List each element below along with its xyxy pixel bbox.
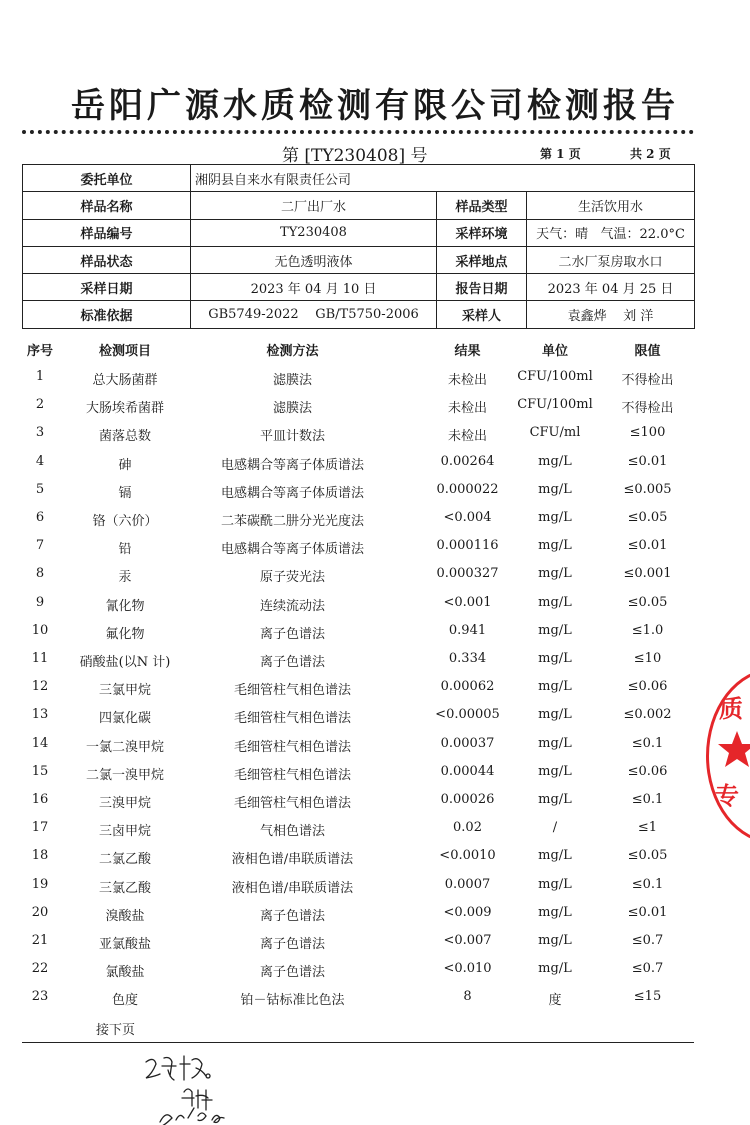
report-date-label: 报告日期 — [437, 274, 527, 301]
cell-unit: mg/L — [538, 622, 572, 638]
cell-result: 0.00037 — [440, 735, 495, 751]
cell-unit: mg/L — [538, 848, 572, 864]
cell-unit: / — [552, 820, 558, 836]
env-value — [527, 219, 695, 246]
client-row — [23, 165, 695, 192]
cell-item: 氰化物 — [105, 598, 145, 614]
seal-char-1: 质 — [719, 695, 743, 723]
cell-result: <0.007 — [443, 933, 492, 948]
cell-no: 2 — [35, 397, 45, 413]
cell-limit: ≤0.05 — [627, 848, 668, 864]
sample-name-value: 二厂出厂水 — [191, 192, 437, 219]
cell-result: <0.004 — [443, 510, 492, 525]
result-row — [0, 954, 750, 982]
cell-unit: mg/L — [538, 763, 572, 779]
cell-result: 0.00044 — [440, 763, 495, 779]
col-limit: 限值 — [634, 344, 661, 359]
state-value: 无色透明液体 — [191, 246, 437, 273]
cell-limit: ≤100 — [629, 425, 666, 441]
cell-unit: mg/L — [538, 538, 572, 554]
cell-result: 0.000022 — [436, 481, 499, 497]
cell-item: 三氯甲烷 — [98, 683, 151, 699]
cell-item: 总大肠菌群 — [92, 373, 158, 388]
cell-item: 三氯乙酸 — [98, 880, 151, 896]
result-row — [0, 475, 750, 503]
bottom-line — [22, 1042, 694, 1043]
cell-limit: ≤0.06 — [627, 679, 668, 695]
sample-no-label: 样品编号 — [23, 219, 191, 246]
result-row — [0, 926, 750, 954]
cell-unit: mg/L — [538, 651, 572, 666]
cell-item: 三卤甲烷 — [98, 824, 151, 840]
cell-limit: ≤0.05 — [627, 594, 668, 610]
cell-item: 氯酸盐 — [105, 965, 145, 981]
cell-unit: mg/L — [538, 510, 572, 525]
env-temp: 气温：22.0°C — [600, 227, 685, 243]
cell-item: 色度 — [111, 993, 138, 1009]
sample-name-label: 样品名称 — [23, 192, 191, 219]
col-item: 检测项目 — [98, 344, 151, 359]
cell-limit: ≤0.001 — [623, 566, 672, 582]
seal-char-2: 专 — [715, 782, 739, 810]
cell-no: 21 — [31, 933, 49, 948]
cell-method: 毛细管柱气相色谱法 — [233, 739, 351, 755]
cell-limit: 不得检出 — [621, 373, 674, 388]
cell-result: 0.00026 — [440, 792, 495, 807]
cell-unit: CFU/100ml — [517, 397, 593, 413]
standard-value: GB5749-2022 GB/T5750-2006 — [191, 301, 437, 328]
cell-unit: mg/L — [538, 735, 572, 751]
cell-method: 二苯碳酰二肼分光光度法 — [220, 514, 364, 529]
cell-result: 0.02 — [453, 820, 482, 836]
cell-limit: ≤0.01 — [627, 904, 668, 920]
env-weather: 天气：晴 — [536, 227, 589, 243]
cell-unit: mg/L — [538, 904, 572, 920]
cell-method: 毛细管柱气相色谱法 — [233, 683, 351, 699]
client-value: 湘阴县自来水有限责任公司 — [191, 165, 695, 192]
cell-method: 离子色谱法 — [259, 965, 325, 981]
cell-method: 铂－钴标准比色法 — [240, 993, 345, 1009]
result-row — [0, 559, 750, 587]
cell-item: 一氯二溴甲烷 — [85, 739, 164, 755]
cell-no: 14 — [31, 735, 49, 751]
cell-no: 15 — [31, 763, 49, 779]
cell-no: 16 — [31, 792, 49, 807]
cell-no: 11 — [31, 651, 49, 666]
result-row — [0, 531, 750, 559]
cell-no: 13 — [31, 707, 49, 723]
results-header — [0, 340, 750, 359]
cell-limit: ≤1 — [637, 820, 658, 836]
cell-limit: ≤0.01 — [627, 453, 668, 469]
cell-item: 大肠埃希菌群 — [85, 401, 164, 417]
date-value: 2023 年 04 月 10 日 — [191, 274, 437, 301]
cell-result: 未检出 — [447, 373, 487, 388]
cell-result: <0.0010 — [439, 848, 496, 864]
sample-info-table — [22, 164, 695, 329]
cell-method: 离子色谱法 — [259, 626, 325, 642]
cell-limit: ≤0.05 — [627, 510, 668, 525]
cell-method: 电感耦合等离子体质谱法 — [220, 457, 364, 473]
sampler-label: 采样人 — [437, 301, 527, 328]
cell-method: 滤膜法 — [272, 373, 312, 388]
cell-unit: mg/L — [538, 481, 572, 497]
cell-limit: ≤10 — [633, 651, 662, 666]
state-row — [23, 246, 695, 273]
report-date-value: 2023 年 04 月 25 日 — [527, 274, 695, 301]
result-row — [0, 503, 750, 531]
cell-method: 电感耦合等离子体质谱法 — [220, 542, 364, 558]
cell-unit: CFU/ml — [529, 425, 581, 441]
standard-row — [23, 301, 695, 328]
page-total: 共 2 页 — [630, 147, 671, 161]
site-label: 采样地点 — [437, 246, 527, 273]
result-row — [0, 644, 750, 672]
cell-item: 二氯一溴甲烷 — [85, 767, 164, 783]
result-row — [0, 785, 750, 813]
cell-unit: mg/L — [538, 876, 572, 892]
cell-unit: mg/L — [538, 792, 572, 807]
site-value: 二水厂泵房取水口 — [527, 246, 695, 273]
continued-note: 接下页 — [96, 1023, 136, 1038]
cell-limit: 不得检出 — [621, 401, 674, 417]
cell-result: 0.0007 — [444, 876, 491, 892]
cell-no: 6 — [35, 510, 45, 525]
cell-unit: mg/L — [538, 933, 572, 948]
cell-unit: mg/L — [538, 594, 572, 610]
sample-no-row — [23, 219, 695, 246]
cell-no: 5 — [35, 481, 45, 497]
cell-method: 电感耦合等离子体质谱法 — [220, 485, 364, 501]
result-row — [0, 757, 750, 785]
client-label: 委托单位 — [23, 165, 191, 192]
sampler-value: 袁鑫烨 刘 洋 — [527, 301, 695, 328]
result-row — [0, 362, 750, 390]
result-row — [0, 700, 750, 728]
result-row — [0, 616, 750, 644]
cell-unit: mg/L — [538, 961, 572, 977]
cell-result: 0.941 — [448, 622, 487, 638]
report-title: 岳阳广源水质检测有限公司检测报告 — [71, 86, 679, 126]
cell-no: 20 — [31, 904, 49, 920]
result-row — [0, 588, 750, 616]
cell-result: <0.009 — [443, 904, 492, 920]
cell-result: 0.00264 — [440, 453, 495, 469]
cell-method: 离子色谱法 — [259, 908, 325, 924]
cell-item: 溴酸盐 — [105, 908, 145, 924]
col-no: 序号 — [26, 344, 53, 359]
cell-method: 气相色谱法 — [259, 824, 325, 840]
standard-label: 标准依据 — [23, 301, 191, 328]
handwritten-signature — [140, 1050, 280, 1125]
document-number: 第 [TY230408] 号 — [282, 146, 428, 166]
cell-no: 22 — [31, 961, 49, 977]
cell-item: 氟化物 — [105, 626, 145, 642]
result-row — [0, 729, 750, 757]
result-row — [0, 447, 750, 475]
result-row — [0, 672, 750, 700]
date-row — [23, 274, 695, 301]
cell-result: <0.00005 — [435, 707, 500, 723]
cell-limit: ≤0.005 — [623, 481, 672, 497]
cell-unit: 度 — [548, 993, 562, 1009]
env-label: 采样环境 — [437, 219, 527, 246]
cell-result: 8 — [463, 989, 472, 1005]
cell-limit: ≤1.0 — [631, 622, 664, 638]
date-label: 采样日期 — [23, 274, 191, 301]
cell-method: 平皿计数法 — [259, 429, 325, 445]
cell-method: 离子色谱法 — [259, 655, 325, 670]
cell-limit: ≤0.1 — [631, 735, 664, 751]
cell-unit: mg/L — [538, 707, 572, 723]
cell-no: 19 — [31, 876, 49, 892]
cell-item: 硝酸盐(以N 计) — [79, 655, 171, 670]
cell-unit: mg/L — [538, 453, 572, 469]
cell-method: 原子荧光法 — [259, 570, 325, 586]
cell-no: 1 — [35, 369, 45, 384]
cell-result: <0.010 — [443, 961, 492, 977]
cell-method: 毛细管柱气相色谱法 — [233, 767, 351, 783]
result-row — [0, 418, 750, 446]
cell-limit: ≤0.1 — [631, 792, 664, 807]
result-row — [0, 390, 750, 418]
cell-result: 未检出 — [447, 429, 487, 445]
cell-limit: ≤15 — [633, 989, 662, 1005]
cell-method: 毛细管柱气相色谱法 — [233, 711, 351, 727]
cell-limit: ≤0.1 — [631, 876, 664, 892]
cell-method: 液相色谱/串联质谱法 — [231, 880, 354, 896]
cell-item: 汞 — [118, 570, 132, 586]
cell-result: 0.000327 — [436, 566, 499, 582]
cell-no: 10 — [31, 622, 49, 638]
col-result: 结果 — [454, 344, 481, 359]
cell-no: 17 — [31, 820, 49, 836]
cell-unit: mg/L — [538, 679, 572, 695]
cell-item: 亚氯酸盐 — [98, 937, 151, 952]
cell-result: 0.334 — [448, 651, 487, 666]
cell-no: 4 — [35, 453, 45, 469]
cell-limit: ≤0.06 — [627, 763, 668, 779]
cell-no: 9 — [35, 594, 45, 610]
cell-item: 菌落总数 — [98, 429, 151, 445]
sample-type-value: 生活饮用水 — [527, 192, 695, 219]
cell-item: 铬（六价） — [92, 514, 158, 529]
cell-method: 液相色谱/串联质谱法 — [231, 852, 354, 868]
cell-unit: mg/L — [538, 566, 572, 582]
cell-no: 12 — [31, 679, 49, 695]
cell-method: 毛细管柱气相色谱法 — [233, 796, 351, 811]
cell-item: 三溴甲烷 — [98, 796, 151, 811]
result-row — [0, 813, 750, 841]
cell-no: 7 — [35, 538, 45, 554]
col-unit: 单位 — [541, 344, 568, 359]
cell-limit: ≤0.7 — [631, 961, 664, 977]
sample-name-row — [23, 192, 695, 219]
cell-result: 未检出 — [447, 401, 487, 417]
sample-no-value: TY230408 — [191, 219, 437, 246]
result-row — [0, 870, 750, 898]
page-current: 第 1 页 — [540, 147, 581, 161]
cell-no: 18 — [31, 848, 49, 864]
state-label: 样品状态 — [23, 246, 191, 273]
cell-no: 8 — [35, 566, 45, 582]
title-divider — [22, 130, 694, 134]
cell-result: <0.001 — [443, 594, 492, 610]
cell-item: 二氯乙酸 — [98, 852, 151, 868]
cell-item: 砷 — [118, 457, 132, 473]
cell-result: 0.00062 — [440, 679, 495, 695]
sample-type-label: 样品类型 — [437, 192, 527, 219]
cell-no: 23 — [31, 989, 49, 1005]
cell-method: 连续流动法 — [259, 598, 325, 614]
cell-method: 滤膜法 — [272, 401, 312, 417]
cell-limit: ≤0.7 — [631, 933, 664, 948]
cell-item: 铅 — [118, 542, 132, 558]
seal-star-icon — [717, 729, 750, 769]
cell-limit: ≤0.01 — [627, 538, 668, 554]
cell-item: 镉 — [118, 485, 132, 501]
cell-method: 离子色谱法 — [259, 937, 325, 952]
result-row — [0, 982, 750, 1010]
result-row — [0, 898, 750, 926]
cell-no: 3 — [35, 425, 45, 441]
cell-item: 四氯化碳 — [98, 711, 151, 727]
result-row — [0, 841, 750, 869]
col-method: 检测方法 — [266, 344, 319, 359]
cell-unit: CFU/100ml — [517, 369, 593, 384]
cell-limit: ≤0.002 — [623, 707, 672, 723]
cell-result: 0.000116 — [436, 538, 499, 554]
